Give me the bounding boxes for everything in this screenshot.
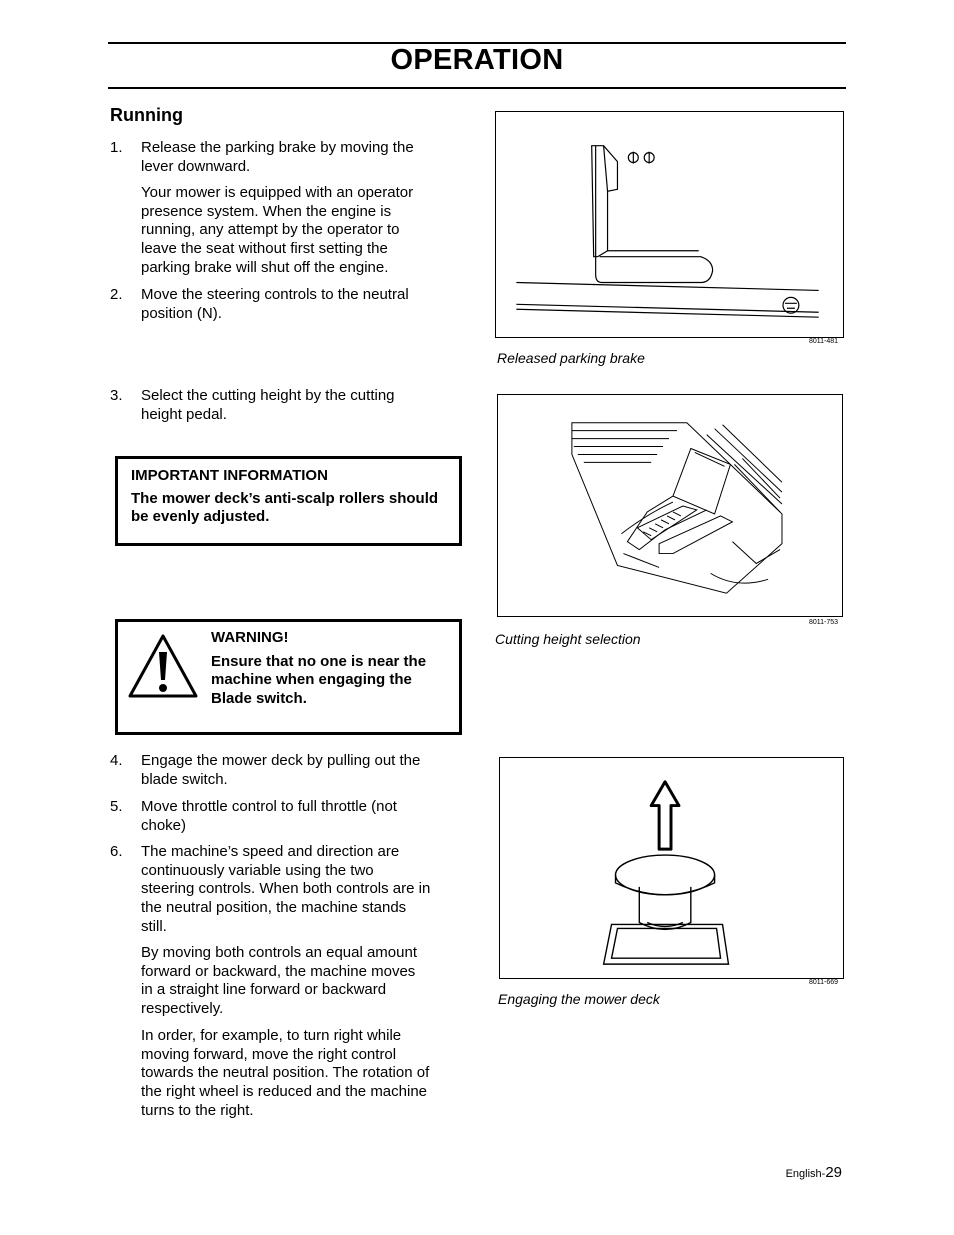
step-number: 4. [110,752,123,769]
step-text: The machine’s speed and direction are continuously variable using the two steering controls. When both controls are in the neutral position, the machine stands still. [141,843,431,935]
step-text: Select the cutting height by the cutting height pedal. [141,387,395,423]
footer-language: English- [785,1168,826,1180]
important-title: IMPORTANT INFORMATION [131,467,328,484]
section-heading: Running [110,105,183,125]
warning-triangle-icon [127,632,199,700]
turn-right-note: In order, for example, to turn right while moving forward, move the right control towards the neutral position. The rotation of the right wheel is reduced and the machine turns to the right. [141,1027,430,1119]
step-text: Move throttle control to full throttle (not choke) [141,798,397,834]
blade-switch-illustration [500,758,843,978]
step-number: 1. [110,139,123,156]
step-text: Release the parking brake by moving the lever downward. [141,139,414,175]
figure-caption: Released parking brake [497,350,645,366]
figure-caption: Engaging the mower deck [498,991,660,1007]
warning-box [115,619,462,735]
step-number: 5. [110,798,123,815]
step-number: 6. [110,843,123,860]
important-body: The mower deck’s anti-scalp rollers should be evenly adjusted. [131,489,439,526]
figure-code: 8011-753 [809,619,839,626]
figure-cutting-height [497,394,843,617]
page-title: OPERATION [390,44,564,76]
warning-title: WARNING! [211,629,289,646]
cutting-height-pedal-illustration [498,395,842,616]
figure-code: 8011-481 [809,338,839,345]
figure-caption: Cutting height selection [495,631,641,647]
step-text: Engage the mower deck by pulling out the blade switch. [141,752,421,788]
operator-presence-note: Your mower is equipped with an operator presence system. When the engine is running, any attempt by the operator to leave the seat without first setting the parking brake will shut off the engine. [141,184,414,276]
warning-body: Ensure that no one is near the machine when engaging the Blade switch. [211,652,427,708]
step-text: Move the steering controls to the neutral position (N). [141,286,409,322]
parking-brake-illustration [496,112,843,337]
header-bottom-rule [108,87,846,89]
important-information-box [115,456,462,546]
step-number: 3. [110,387,123,404]
figure-blade-switch [499,757,844,979]
page-number: 29 [825,1164,842,1181]
figure-parking-brake [495,111,844,338]
step-number: 2. [110,286,123,303]
page-footer [786,1164,842,1181]
figure-code: 8011-669 [809,979,839,986]
equal-amount-note: By moving both controls an equal amount forward or backward, the machine moves in a straight line forward or backward respectively. [141,944,417,1018]
